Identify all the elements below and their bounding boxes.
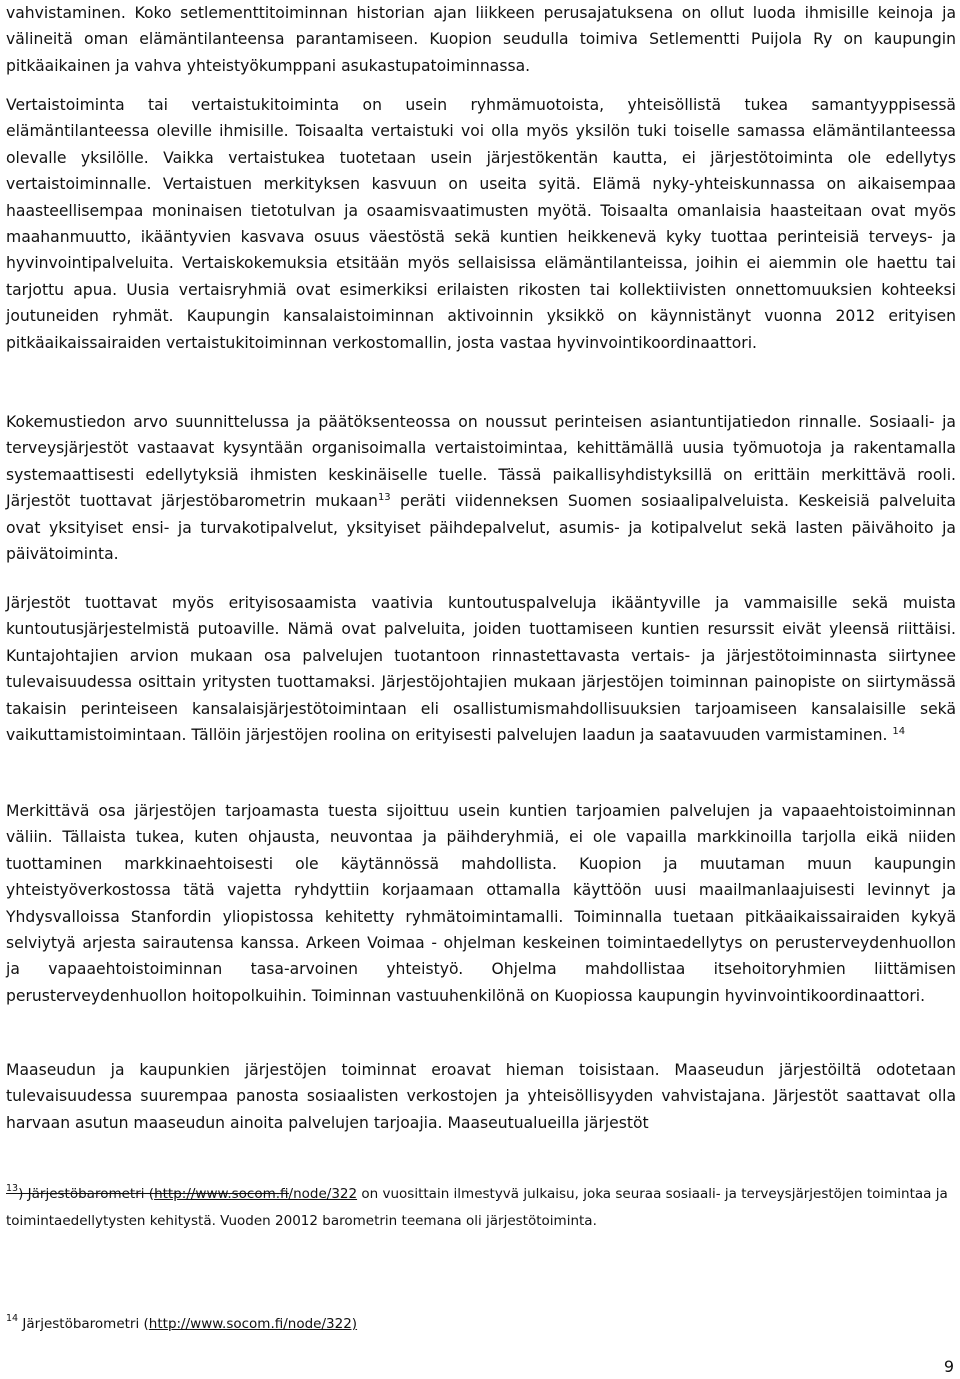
paragraph-tarjoama-tuki: Merkittävä osa järjestöjen tarjoamasta tuesta sijoittuu usein kuntien tarjoamien palvelujen ja vapaaehtoistoiminnan väliin. Tällaista tukea, kuten ohjausta, neuvontaa ja päihderyhmiä, ei ole vapailla markkinoilla tarjolla eikä niiden tuottaminen markkinaehtoisesti ole käytännössä mahdollista. Kuopion ja muutaman muun kaupungin yhteistyöverkostossa tätä vajetta ryhdyttiin korjaamaan ottamalla käyttöön uusi maailmanlaajuisesti levinnyt ja Yhdysvalloissa Stanfordin yliopistossa kehitetty ryhmätoimintamalli. Toiminnalla tuetaan pitkäaikaissairaiden kykyä selviytyä arjesta sairautensa kanssa. Arkeen Voimaa - ohjelman keskeinen toimintaedellytys on perusterveydenhuollon ja vapaaehtoistoiminnan tasa-arvoinen yhteistyö. Ohjelma mahdollistaa itsehoitoryhmien liittämisen perusterveydenhuollon hoitopolkuihin. Toiminnan vastuuhenkilönä on Kuopiossa kaupungin hyvinvointikoordinaattori. bbox=[6, 802, 956, 1005]
footnote-ref-13[interactable]: 13 bbox=[377, 492, 391, 504]
footnote-14 bbox=[6, 1305, 357, 1338]
paragraph-text: Järjestöt tuottavat myös erityisosaamista vaativia kuntoutuspalveluja ikääntyville ja vammaisille sekä muista kuntoutusjärjestelmistä putoaville. Nämä ovat palveluita, joiden tuottamiseen kuntien resurssit eivät yleensä riittäisi. Kuntajohtajien arvion mukaan osa palvelujen tuotantoon rinnastettavasta vertais- ja järjestötoiminnasta siirtynee tulevaisuudessa osittain yritysten tuottamaksi. Järjestöjohtajien mukaan järjestöjen toiminnan painopiste on siirtymässä takaisin perinteiseen kansalaisjärjestötoimintaan eli osallistumismahdollisuuksien tarjoamiseen kansalaisille sekä vaikuttamistoimintaan. Tällöin järjestöjen roolina on erityisesti palvelujen laadun ja saatavuuden varmistaminen. bbox=[6, 594, 956, 745]
footnote-marker: 13 bbox=[6, 1183, 19, 1194]
paragraph-setlementti: vahvistaminen. Koko setlementtitoiminnan historian ajan liikkeen perusajatuksena on ollut luoda ihmisille keinoja ja välineitä oman elämäntilanteensa parantamiseen. Kuopion seudulla toimiva Setlementti Puijola Ry on kaupungin pitkäaikainen ja vahva yhteistyökumppani asukastupatoiminnassa. bbox=[6, 4, 956, 75]
footnote-13 bbox=[6, 1175, 956, 1235]
paragraph-kuntoutuspalvelut bbox=[6, 590, 956, 748]
footnote-link[interactable]: http://www.socom.fi/node/322 bbox=[154, 1186, 358, 1202]
paragraph-text: peräti viidenneksen Suomen sosiaalipalveluista. Keskeisiä palveluita ovat yksityiset ensi- ja turvakotipalvelut, yksityiset päihdepalvelut, asumis- ja kotipalvelut sekä lasten päivähoito ja päivätoiminta. bbox=[6, 492, 956, 564]
footnote-text: ) Järjestöbarometri ( bbox=[18, 1186, 155, 1202]
footnote-marker: 14 bbox=[6, 1313, 19, 1324]
footnote-link[interactable]: http://www.socom.fi/node/322) bbox=[148, 1316, 358, 1332]
footnote-ref-14[interactable]: 14 bbox=[892, 726, 906, 738]
paragraph-text: Kokemustiedon arvo suunnittelussa ja päätöksenteossa on noussut perinteisen asiantuntijatiedon rinnalle. Sosiaali- ja terveysjärjestöt vastaavat kysyntään organisoimalla vertaistoimintaa, kehittämällä uusia työmuotoja ja rakentamalla systemaattisesti edellytyksiä ihmisten keskinäiselle tuelle. Tässä paikallisyhdistyksillä on erittäin merkittävä rooli. Järjestöt tuottavat järjestöbarometrin mukaan bbox=[6, 413, 956, 511]
footnote-text: Järjestöbarometri ( bbox=[18, 1316, 149, 1332]
paragraph-maaseutu: Maaseudun ja kaupunkien järjestöjen toiminnat eroavat hieman toisistaan. Maaseudun järjestöiltä odotetaan tulevaisuudessa suurempaa panosta sosiaalisten verkostojen ja yhteisöllisyyden vahvistajana. Järjestöt saattavat olla harvaan asutun maaseudun ainoita palvelujen tarjoajia. Maaseutualueilla järjestöt bbox=[6, 1061, 956, 1132]
page-number: 9 bbox=[943, 1357, 954, 1376]
paragraph-kokemustieto bbox=[6, 409, 956, 567]
footnote-text: on vuosittain ilmestyvä julkaisu, joka seuraa sosiaali- ja terveysjärjestöjen toimintaa ja toimintaedellytysten kehitystä. Vuoden 20012 barometrin teemana oli järjestötoiminta. bbox=[6, 1186, 948, 1229]
paragraph-vertaistoiminta: Vertaistoiminta tai vertaistukitoiminta on usein ryhmämuotoista, yhteisöllistä tukea samantyyppisessä elämäntilanteessa oleville ihmisille. Toisaalta vertaistuki voi olla myös yksilön tuki toiselle samassa elämäntilanteessa olevalle yksilölle. Vaikka vertaistukea tuotetaan usein järjestökentän kautta, ei järjestötoiminta ole edellytys vertaistoiminnalle. Vertaistuen merkityksen kasvuun on useita syitä. Elämä nyky-yhteiskunnassa on aikaisempaa haasteellisempaa moninaisen tietotulvan ja osaamisvaatimusten myötä. Toisaalta omanlaisia haasteitaan ovat myös maahanmuutto, ikääntyvien kasvava osuus väestöstä sekä kuntien heikkenevä kyky tuottaa perinteisiä terveys- ja hyvinvointipalveluita. Vertaiskokemuksia etsitään myös sellaisissa elämäntilanteissa, joihin ei aiemmin ole haettu tai tarjottu apua. Uusia vertaisryhmiä ovat esimerkiksi erilaisten rikosten tai kollektiivisten onnettomuuksien kohteeksi joutuneiden ryhmät. Kaupungin kansalaistoiminnan aktivoinnin yksikkö on käynnistänyt vuonna 2012 erityisen pitkäaikaissairaiden vertaistukitoiminnan verkostomallin, josta vastaa hyvinvointikoordinaattori. bbox=[6, 96, 956, 352]
